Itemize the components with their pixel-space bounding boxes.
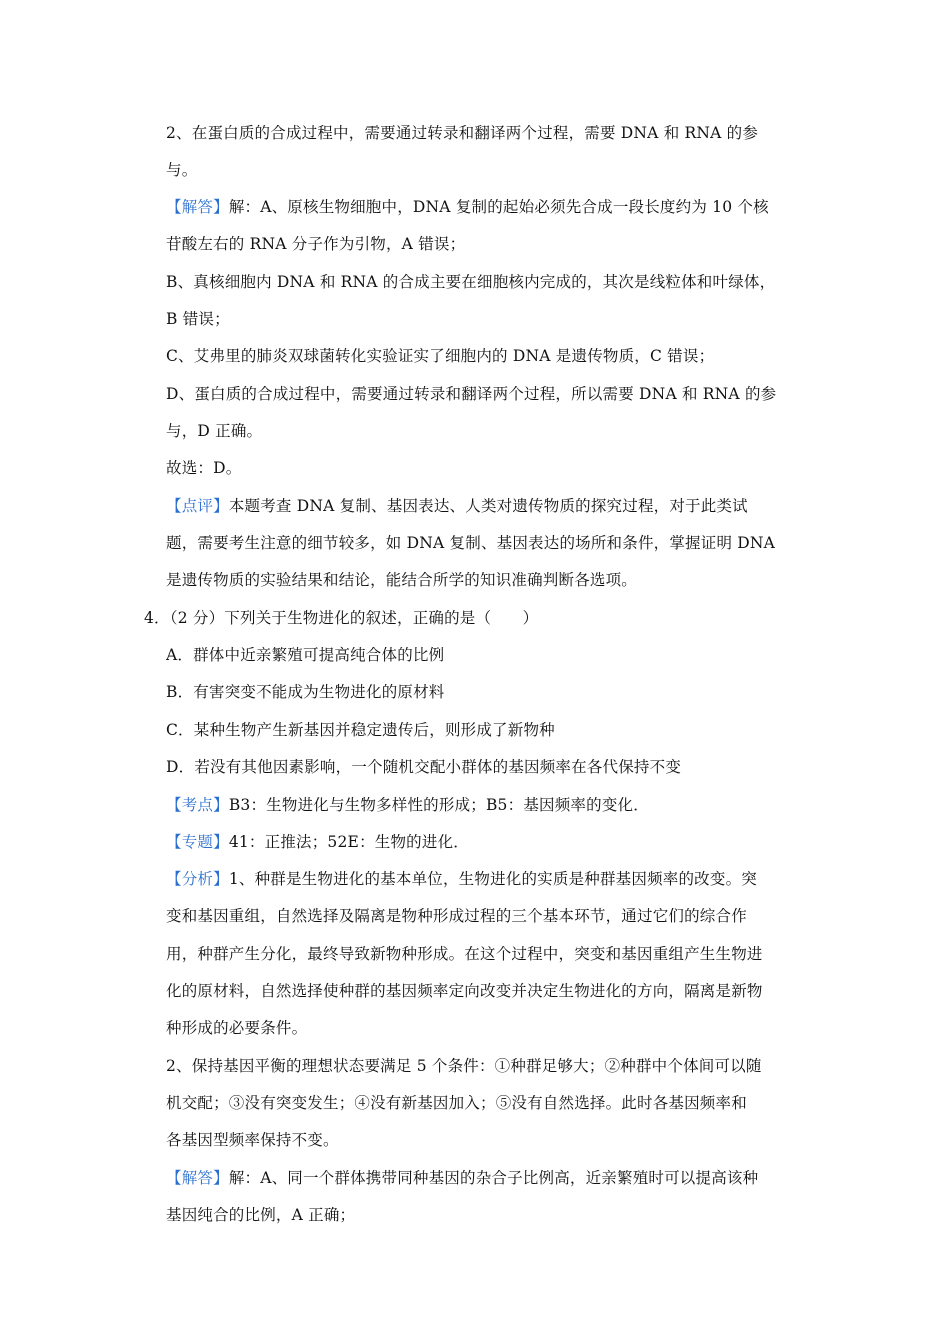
text-line: 机交配；③没有突变发生；④没有新基因加入；⑤没有自然选择。此时各基因频率和: [166, 1094, 747, 1112]
text-line: 变和基因重组，自然选择及隔离是物种形成过程的三个基本环节，通过它们的综合作: [166, 907, 747, 925]
text-line: 【解答】解：A、原核生物细胞中，DNA 复制的起始必须先合成一段长度约为 10 个核: [166, 198, 769, 216]
text-line: 【分析】1、种群是生物进化的基本单位，生物进化的实质是种群基因频率的改变。突: [166, 870, 757, 888]
text-line: B、真核细胞内 DNA 和 RNA 的合成主要在细胞核内完成的，其次是线粒体和叶绿体，: [166, 273, 776, 291]
text-line: 是遗传物质的实验结果和结论，能结合所学的知识准确判断各选项。: [166, 571, 638, 589]
text-line: 苷酸左右的 RNA 分子作为引物，A 错误；: [166, 235, 466, 253]
text-line: C、艾弗里的肺炎双球菌转化实验证实了细胞内的 DNA 是遗传物质，C 错误；: [166, 347, 715, 365]
question-title: 4．（2 分）下列关于生物进化的叙述，正确的是（ ）: [144, 609, 539, 627]
section-tag: 【分析】: [166, 870, 229, 888]
option-b: B．有害突变不能成为生物进化的原材料: [166, 683, 445, 701]
text-line: 故选：D。: [166, 459, 242, 477]
text-line: 【解答】解：A、同一个群体携带同种基因的杂合子比例高，近亲繁殖时可以提高该种: [166, 1169, 759, 1187]
text-line: 基因纯合的比例，A 正确；: [166, 1206, 356, 1224]
text-line: 题，需要考生注意的细节较多，如 DNA 复制、基因表达的场所和条件，掌握证明 DNA: [166, 534, 776, 552]
option-c: C．某种生物产生新基因并稳定遗传后，则形成了新物种: [166, 721, 555, 739]
text-line: 化的原材料，自然选择使种群的基因频率定向改变并决定生物进化的方向，隔离是新物: [166, 982, 763, 1000]
text-line: 各基因型频率保持不变。: [166, 1131, 339, 1149]
section-tag: 【考点】: [166, 796, 229, 814]
text-line: 【专题】41：正推法；52E：生物的进化．: [166, 833, 469, 851]
text-line: 用，种群产生分化，最终导致新物种形成。在这个过程中，突变和基因重组产生生物进: [166, 945, 763, 963]
text-line: 与。: [166, 161, 198, 179]
text-line: 2、保持基因平衡的理想状态要满足 5 个条件：①种群足够大；②种群中个体间可以随: [166, 1057, 762, 1075]
text-line: 【点评】本题考查 DNA 复制、基因表达、人类对遗传物质的探究过程，对于此类试: [166, 497, 748, 515]
option-a: A．群体中近亲繁殖可提高纯合体的比例: [166, 646, 445, 664]
section-tag: 【专题】: [166, 833, 229, 851]
section-tag: 【解答】: [166, 198, 229, 216]
text-line: 【考点】B3：生物进化与生物多样性的形成；B5：基因频率的变化．: [166, 796, 649, 814]
section-tag: 【解答】: [166, 1169, 229, 1187]
text-line: 种形成的必要条件。: [166, 1019, 308, 1037]
text-line: 2、在蛋白质的合成过程中，需要通过转录和翻译两个过程，需要 DNA 和 RNA 的参: [166, 124, 759, 142]
option-d: D．若没有其他因素影响，一个随机交配小群体的基因频率在各代保持不变: [166, 758, 682, 776]
text-line: B 错误；: [166, 310, 230, 328]
text-line: 与，D 正确。: [166, 422, 263, 440]
text-line: D、蛋白质的合成过程中，需要通过转录和翻译两个过程，所以需要 DNA 和 RNA 的参: [166, 385, 777, 403]
section-tag: 【点评】: [166, 497, 229, 515]
